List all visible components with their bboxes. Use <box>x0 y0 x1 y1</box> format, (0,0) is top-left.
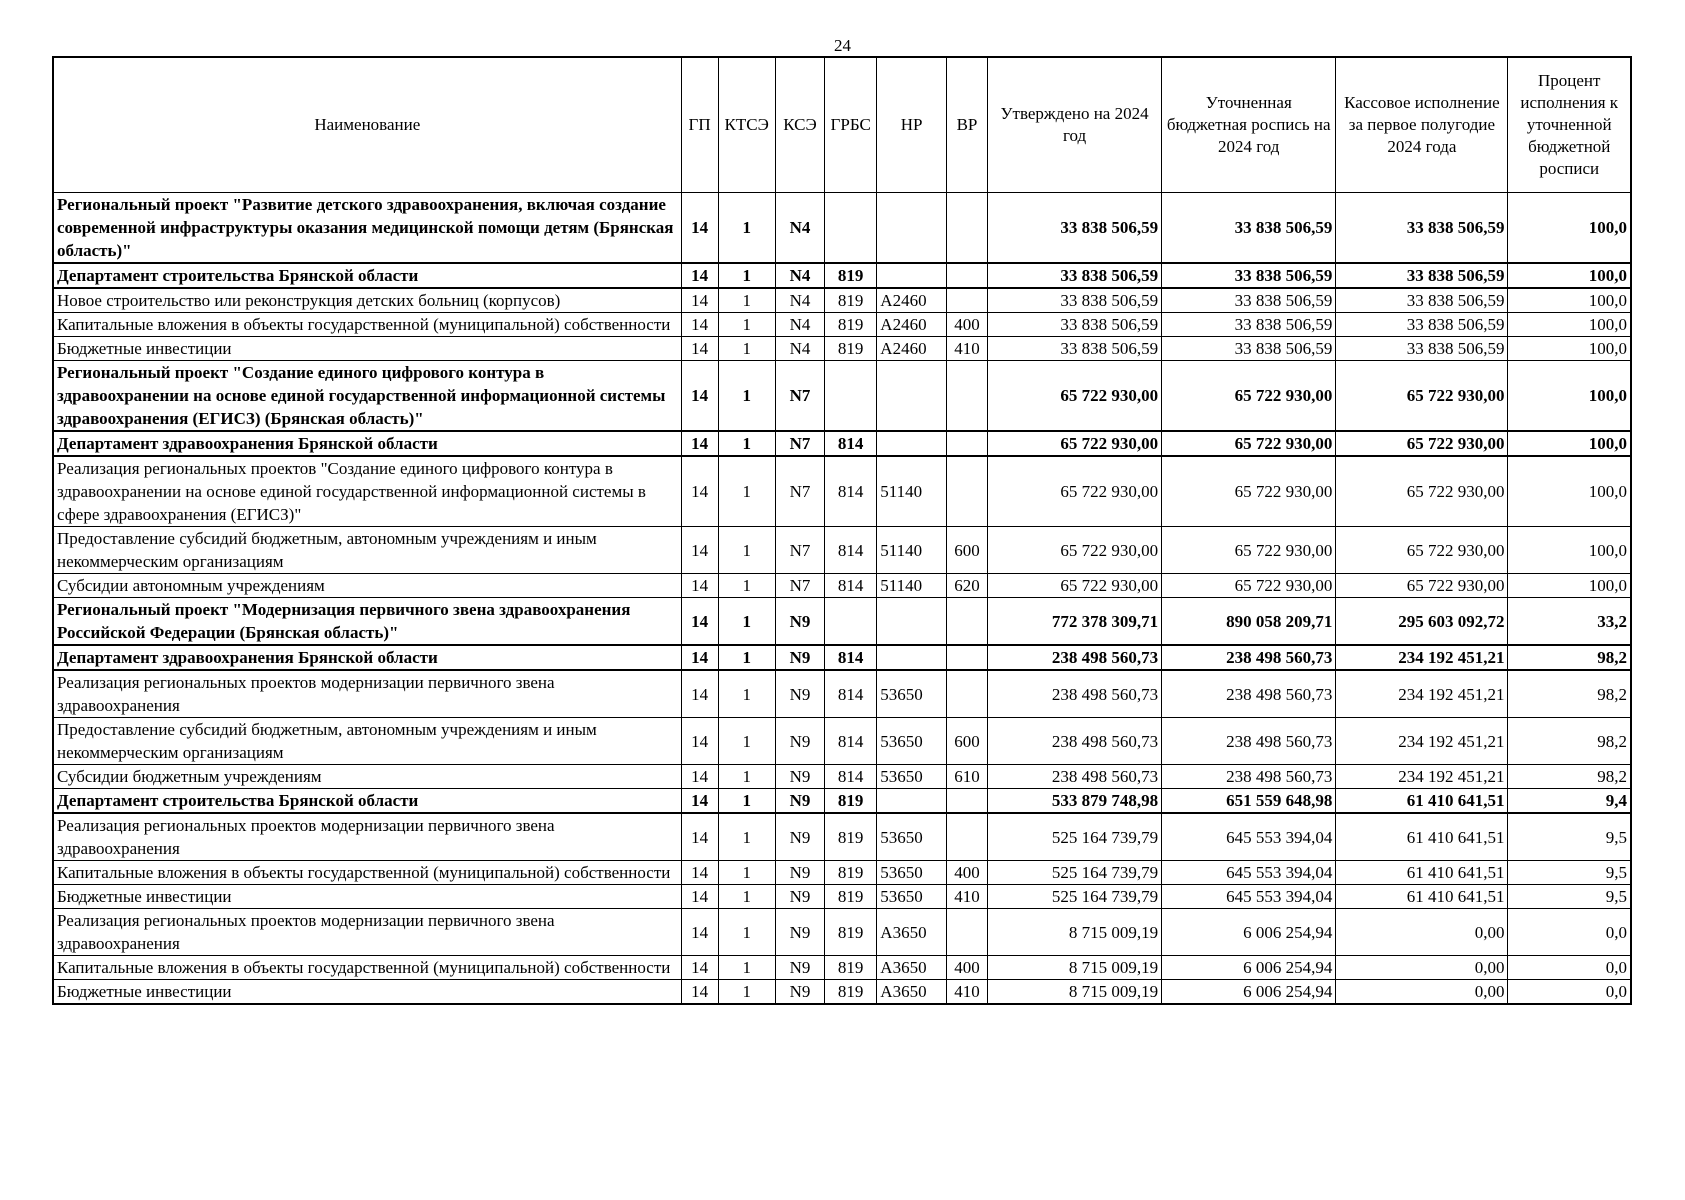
cell-kse: N9 <box>775 598 824 646</box>
cell-approved: 33 838 506,59 <box>987 337 1161 361</box>
table-row <box>53 813 1631 861</box>
cell-approved: 525 164 739,79 <box>987 885 1161 909</box>
cell-percent: 9,5 <box>1508 885 1631 909</box>
cell-grbs: 814 <box>825 574 877 598</box>
cell-cash: 61 410 641,51 <box>1336 813 1508 861</box>
cell-np <box>877 361 947 432</box>
cell-refined: 65 722 930,00 <box>1162 456 1336 527</box>
cell-ktse: 1 <box>718 361 775 432</box>
cell-approved: 8 715 009,19 <box>987 909 1161 956</box>
cell-percent: 98,2 <box>1508 670 1631 718</box>
cell-name: Реализация региональных проектов модернизации первичного звена здравоохранения <box>53 813 681 861</box>
cell-np: 51140 <box>877 456 947 527</box>
cell-approved: 772 378 309,71 <box>987 598 1161 646</box>
cell-ktse: 1 <box>718 313 775 337</box>
cell-gp: 14 <box>681 909 718 956</box>
cell-gp: 14 <box>681 980 718 1005</box>
cell-vr: 600 <box>946 527 987 574</box>
cell-gp: 14 <box>681 337 718 361</box>
cell-cash: 0,00 <box>1336 909 1508 956</box>
cell-ktse: 1 <box>718 789 775 814</box>
cell-cash: 65 722 930,00 <box>1336 361 1508 432</box>
cell-approved: 533 879 748,98 <box>987 789 1161 814</box>
cell-percent: 100,0 <box>1508 431 1631 456</box>
cell-grbs: 819 <box>825 861 877 885</box>
cell-ktse: 1 <box>718 263 775 288</box>
cell-grbs: 814 <box>825 645 877 670</box>
cell-np <box>877 431 947 456</box>
cell-vr <box>946 813 987 861</box>
cell-refined: 238 498 560,73 <box>1162 718 1336 765</box>
cell-refined: 65 722 930,00 <box>1162 527 1336 574</box>
cell-np: А3650 <box>877 980 947 1005</box>
cell-np <box>877 263 947 288</box>
cell-percent: 100,0 <box>1508 193 1631 264</box>
cell-cash: 61 410 641,51 <box>1336 861 1508 885</box>
cell-np: 53650 <box>877 861 947 885</box>
cell-gp: 14 <box>681 718 718 765</box>
cell-grbs: 819 <box>825 980 877 1005</box>
cell-gp: 14 <box>681 598 718 646</box>
cell-name: Предоставление субсидий бюджетным, автономным учреждениям и иным некоммерческим организациям <box>53 718 681 765</box>
cell-ktse: 1 <box>718 574 775 598</box>
cell-np: 51140 <box>877 527 947 574</box>
cell-vr <box>946 431 987 456</box>
cell-refined: 33 838 506,59 <box>1162 193 1336 264</box>
cell-np: А3650 <box>877 956 947 980</box>
header-vr: ВР <box>946 57 987 193</box>
cell-np <box>877 645 947 670</box>
cell-ktse: 1 <box>718 718 775 765</box>
cell-percent: 0,0 <box>1508 956 1631 980</box>
cell-name: Департамент здравоохранения Брянской области <box>53 431 681 456</box>
header-cash: Кассовое исполнение за первое полугодие 2024 года <box>1336 57 1508 193</box>
cell-cash: 61 410 641,51 <box>1336 885 1508 909</box>
cell-np: 53650 <box>877 885 947 909</box>
cell-approved: 33 838 506,59 <box>987 288 1161 313</box>
cell-ktse: 1 <box>718 980 775 1005</box>
cell-grbs: 819 <box>825 956 877 980</box>
cell-ktse: 1 <box>718 431 775 456</box>
cell-np <box>877 193 947 264</box>
cell-vr <box>946 598 987 646</box>
cell-gp: 14 <box>681 527 718 574</box>
cell-ktse: 1 <box>718 288 775 313</box>
cell-kse: N9 <box>775 909 824 956</box>
cell-percent: 100,0 <box>1508 337 1631 361</box>
cell-gp: 14 <box>681 456 718 527</box>
cell-name: Бюджетные инвестиции <box>53 885 681 909</box>
cell-refined: 645 553 394,04 <box>1162 813 1336 861</box>
table-row <box>53 861 1631 885</box>
header-kse: КСЭ <box>775 57 824 193</box>
cell-grbs <box>825 193 877 264</box>
table-row <box>53 337 1631 361</box>
cell-percent: 98,2 <box>1508 718 1631 765</box>
cell-percent: 100,0 <box>1508 288 1631 313</box>
cell-name: Капитальные вложения в объекты государственной (муниципальной) собственности <box>53 956 681 980</box>
cell-refined: 645 553 394,04 <box>1162 885 1336 909</box>
cell-cash: 65 722 930,00 <box>1336 574 1508 598</box>
cell-ktse: 1 <box>718 337 775 361</box>
cell-refined: 33 838 506,59 <box>1162 288 1336 313</box>
cell-name: Реализация региональных проектов модернизации первичного звена здравоохранения <box>53 670 681 718</box>
cell-grbs: 819 <box>825 313 877 337</box>
table-row <box>53 885 1631 909</box>
cell-gp: 14 <box>681 431 718 456</box>
table-header <box>53 57 1631 193</box>
budget-table <box>52 56 1632 1005</box>
cell-ktse: 1 <box>718 527 775 574</box>
cell-gp: 14 <box>681 670 718 718</box>
cell-percent: 9,5 <box>1508 861 1631 885</box>
cell-approved: 238 498 560,73 <box>987 718 1161 765</box>
cell-gp: 14 <box>681 645 718 670</box>
cell-percent: 9,5 <box>1508 813 1631 861</box>
cell-name: Департамент строительства Брянской области <box>53 263 681 288</box>
cell-gp: 14 <box>681 789 718 814</box>
cell-vr: 400 <box>946 313 987 337</box>
cell-vr: 620 <box>946 574 987 598</box>
cell-cash: 65 722 930,00 <box>1336 431 1508 456</box>
cell-refined: 33 838 506,59 <box>1162 263 1336 288</box>
cell-refined: 65 722 930,00 <box>1162 361 1336 432</box>
table-row <box>53 909 1631 956</box>
cell-kse: N9 <box>775 789 824 814</box>
cell-vr: 410 <box>946 337 987 361</box>
cell-np: 53650 <box>877 765 947 789</box>
cell-approved: 33 838 506,59 <box>987 263 1161 288</box>
cell-kse: N7 <box>775 361 824 432</box>
cell-vr: 600 <box>946 718 987 765</box>
cell-gp: 14 <box>681 193 718 264</box>
cell-vr <box>946 645 987 670</box>
cell-grbs: 814 <box>825 456 877 527</box>
cell-gp: 14 <box>681 361 718 432</box>
cell-grbs: 819 <box>825 337 877 361</box>
cell-name: Предоставление субсидий бюджетным, автономным учреждениям и иным некоммерческим организациям <box>53 527 681 574</box>
cell-gp: 14 <box>681 263 718 288</box>
header-name: Наименование <box>53 57 681 193</box>
cell-percent: 100,0 <box>1508 527 1631 574</box>
cell-ktse: 1 <box>718 861 775 885</box>
cell-refined: 6 006 254,94 <box>1162 909 1336 956</box>
cell-gp: 14 <box>681 813 718 861</box>
cell-grbs: 814 <box>825 527 877 574</box>
cell-kse: N9 <box>775 885 824 909</box>
table-row <box>53 980 1631 1005</box>
cell-kse: N9 <box>775 645 824 670</box>
cell-percent: 33,2 <box>1508 598 1631 646</box>
cell-vr: 410 <box>946 885 987 909</box>
header-row <box>53 57 1631 193</box>
cell-vr <box>946 456 987 527</box>
cell-vr <box>946 193 987 264</box>
cell-np <box>877 789 947 814</box>
table-row <box>53 598 1631 646</box>
cell-kse: N4 <box>775 313 824 337</box>
table-row <box>53 263 1631 288</box>
cell-cash: 65 722 930,00 <box>1336 527 1508 574</box>
cell-vr: 410 <box>946 980 987 1005</box>
cell-grbs: 819 <box>825 885 877 909</box>
cell-kse: N9 <box>775 813 824 861</box>
cell-np: 51140 <box>877 574 947 598</box>
cell-np: А2460 <box>877 337 947 361</box>
cell-refined: 6 006 254,94 <box>1162 980 1336 1005</box>
table-row <box>53 789 1631 814</box>
cell-name: Реализация региональных проектов "Создание единого цифрового контура в здравоохранении на основе единой государственной информационной системы в сфере здравоохранения (ЕГИСЗ)" <box>53 456 681 527</box>
table-row <box>53 431 1631 456</box>
cell-cash: 234 192 451,21 <box>1336 765 1508 789</box>
cell-gp: 14 <box>681 861 718 885</box>
table-row <box>53 574 1631 598</box>
cell-grbs: 814 <box>825 431 877 456</box>
header-refined: Уточненная бюджетная роспись на 2024 год <box>1162 57 1336 193</box>
cell-grbs: 819 <box>825 909 877 956</box>
cell-refined: 238 498 560,73 <box>1162 670 1336 718</box>
cell-percent: 0,0 <box>1508 980 1631 1005</box>
cell-cash: 33 838 506,59 <box>1336 263 1508 288</box>
cell-vr <box>946 361 987 432</box>
cell-refined: 33 838 506,59 <box>1162 313 1336 337</box>
cell-cash: 33 838 506,59 <box>1336 337 1508 361</box>
cell-name: Региональный проект "Модернизация первичного звена здравоохранения Российской Федерации (Брянская область)" <box>53 598 681 646</box>
cell-grbs: 819 <box>825 813 877 861</box>
table-row <box>53 670 1631 718</box>
cell-refined: 33 838 506,59 <box>1162 337 1336 361</box>
cell-name: Субсидии бюджетным учреждениям <box>53 765 681 789</box>
cell-vr: 400 <box>946 956 987 980</box>
cell-cash: 61 410 641,51 <box>1336 789 1508 814</box>
header-np: НР <box>877 57 947 193</box>
cell-name: Новое строительство или реконструкция детских больниц (корпусов) <box>53 288 681 313</box>
cell-approved: 238 498 560,73 <box>987 765 1161 789</box>
table-row <box>53 527 1631 574</box>
cell-approved: 33 838 506,59 <box>987 313 1161 337</box>
cell-ktse: 1 <box>718 645 775 670</box>
cell-np: А3650 <box>877 909 947 956</box>
cell-ktse: 1 <box>718 193 775 264</box>
cell-name: Капитальные вложения в объекты государственной (муниципальной) собственности <box>53 861 681 885</box>
cell-ktse: 1 <box>718 598 775 646</box>
cell-cash: 234 192 451,21 <box>1336 670 1508 718</box>
cell-refined: 238 498 560,73 <box>1162 645 1336 670</box>
table-row <box>53 313 1631 337</box>
cell-vr: 400 <box>946 861 987 885</box>
header-gp: ГП <box>681 57 718 193</box>
cell-name: Региональный проект "Развитие детского здравоохранения, включая создание современной инфраструктуры оказания медицинской помощи детям (Брянская область)" <box>53 193 681 264</box>
cell-grbs: 814 <box>825 670 877 718</box>
cell-kse: N7 <box>775 431 824 456</box>
cell-vr <box>946 263 987 288</box>
cell-ktse: 1 <box>718 909 775 956</box>
cell-cash: 33 838 506,59 <box>1336 288 1508 313</box>
cell-kse: N9 <box>775 956 824 980</box>
cell-grbs <box>825 598 877 646</box>
cell-kse: N9 <box>775 861 824 885</box>
cell-approved: 65 722 930,00 <box>987 431 1161 456</box>
cell-gp: 14 <box>681 574 718 598</box>
cell-vr <box>946 288 987 313</box>
cell-kse: N9 <box>775 765 824 789</box>
cell-approved: 525 164 739,79 <box>987 813 1161 861</box>
table-row <box>53 956 1631 980</box>
cell-cash: 234 192 451,21 <box>1336 718 1508 765</box>
header-approved: Утверждено на 2024 год <box>987 57 1161 193</box>
cell-vr <box>946 909 987 956</box>
cell-kse: N7 <box>775 456 824 527</box>
cell-kse: N4 <box>775 193 824 264</box>
cell-percent: 100,0 <box>1508 456 1631 527</box>
cell-name: Бюджетные инвестиции <box>53 337 681 361</box>
cell-refined: 645 553 394,04 <box>1162 861 1336 885</box>
cell-vr <box>946 789 987 814</box>
cell-vr: 610 <box>946 765 987 789</box>
cell-np <box>877 598 947 646</box>
cell-ktse: 1 <box>718 813 775 861</box>
table-row <box>53 718 1631 765</box>
cell-ktse: 1 <box>718 885 775 909</box>
cell-kse: N9 <box>775 980 824 1005</box>
cell-approved: 8 715 009,19 <box>987 980 1161 1005</box>
cell-percent: 9,4 <box>1508 789 1631 814</box>
cell-refined: 6 006 254,94 <box>1162 956 1336 980</box>
cell-name: Субсидии автономным учреждениям <box>53 574 681 598</box>
cell-grbs <box>825 361 877 432</box>
cell-percent: 100,0 <box>1508 313 1631 337</box>
cell-kse: N7 <box>775 574 824 598</box>
cell-np: 53650 <box>877 718 947 765</box>
cell-kse: N4 <box>775 263 824 288</box>
cell-gp: 14 <box>681 288 718 313</box>
header-grbs: ГРБС <box>825 57 877 193</box>
table-row <box>53 288 1631 313</box>
cell-name: Капитальные вложения в объекты государственной (муниципальной) собственности <box>53 313 681 337</box>
table-row <box>53 645 1631 670</box>
cell-approved: 65 722 930,00 <box>987 456 1161 527</box>
cell-name: Департамент строительства Брянской области <box>53 789 681 814</box>
cell-grbs: 819 <box>825 789 877 814</box>
cell-refined: 65 722 930,00 <box>1162 431 1336 456</box>
table-body <box>53 193 1631 1005</box>
cell-np: 53650 <box>877 670 947 718</box>
cell-approved: 238 498 560,73 <box>987 645 1161 670</box>
cell-gp: 14 <box>681 956 718 980</box>
cell-cash: 295 603 092,72 <box>1336 598 1508 646</box>
table-row <box>53 361 1631 432</box>
cell-kse: N9 <box>775 718 824 765</box>
cell-refined: 651 559 648,98 <box>1162 789 1336 814</box>
cell-percent: 100,0 <box>1508 263 1631 288</box>
cell-percent: 98,2 <box>1508 645 1631 670</box>
cell-name: Бюджетные инвестиции <box>53 980 681 1005</box>
table-row <box>53 193 1631 264</box>
cell-ktse: 1 <box>718 956 775 980</box>
cell-refined: 238 498 560,73 <box>1162 765 1336 789</box>
cell-percent: 98,2 <box>1508 765 1631 789</box>
cell-cash: 33 838 506,59 <box>1336 313 1508 337</box>
cell-np: А2460 <box>877 313 947 337</box>
cell-gp: 14 <box>681 885 718 909</box>
cell-ktse: 1 <box>718 765 775 789</box>
table-row <box>53 765 1631 789</box>
cell-name: Департамент здравоохранения Брянской области <box>53 645 681 670</box>
cell-cash: 234 192 451,21 <box>1336 645 1508 670</box>
cell-approved: 33 838 506,59 <box>987 193 1161 264</box>
cell-refined: 65 722 930,00 <box>1162 574 1336 598</box>
cell-kse: N4 <box>775 337 824 361</box>
header-percent: Процент исполнения к уточненной бюджетной росписи <box>1508 57 1631 193</box>
cell-approved: 65 722 930,00 <box>987 574 1161 598</box>
cell-gp: 14 <box>681 313 718 337</box>
cell-percent: 100,0 <box>1508 361 1631 432</box>
table-row <box>53 456 1631 527</box>
cell-kse: N9 <box>775 670 824 718</box>
cell-percent: 0,0 <box>1508 909 1631 956</box>
cell-kse: N4 <box>775 288 824 313</box>
cell-name: Реализация региональных проектов модернизации первичного звена здравоохранения <box>53 909 681 956</box>
cell-refined: 890 058 209,71 <box>1162 598 1336 646</box>
cell-np: 53650 <box>877 813 947 861</box>
cell-name: Региональный проект "Создание единого цифрового контура в здравоохранении на основе единой государственной информационной системы здравоохранения (ЕГИСЗ) (Брянская область)" <box>53 361 681 432</box>
cell-vr <box>946 670 987 718</box>
header-ktse: КТСЭ <box>718 57 775 193</box>
page-number: 24 <box>834 36 851 55</box>
cell-grbs: 814 <box>825 718 877 765</box>
cell-approved: 8 715 009,19 <box>987 956 1161 980</box>
cell-kse: N7 <box>775 527 824 574</box>
cell-cash: 0,00 <box>1336 956 1508 980</box>
cell-approved: 65 722 930,00 <box>987 527 1161 574</box>
cell-approved: 65 722 930,00 <box>987 361 1161 432</box>
cell-grbs: 819 <box>825 288 877 313</box>
cell-grbs: 814 <box>825 765 877 789</box>
cell-ktse: 1 <box>718 456 775 527</box>
cell-cash: 0,00 <box>1336 980 1508 1005</box>
cell-np: А2460 <box>877 288 947 313</box>
cell-cash: 65 722 930,00 <box>1336 456 1508 527</box>
cell-approved: 238 498 560,73 <box>987 670 1161 718</box>
cell-gp: 14 <box>681 765 718 789</box>
cell-grbs: 819 <box>825 263 877 288</box>
cell-approved: 525 164 739,79 <box>987 861 1161 885</box>
cell-percent: 100,0 <box>1508 574 1631 598</box>
cell-ktse: 1 <box>718 670 775 718</box>
cell-cash: 33 838 506,59 <box>1336 193 1508 264</box>
